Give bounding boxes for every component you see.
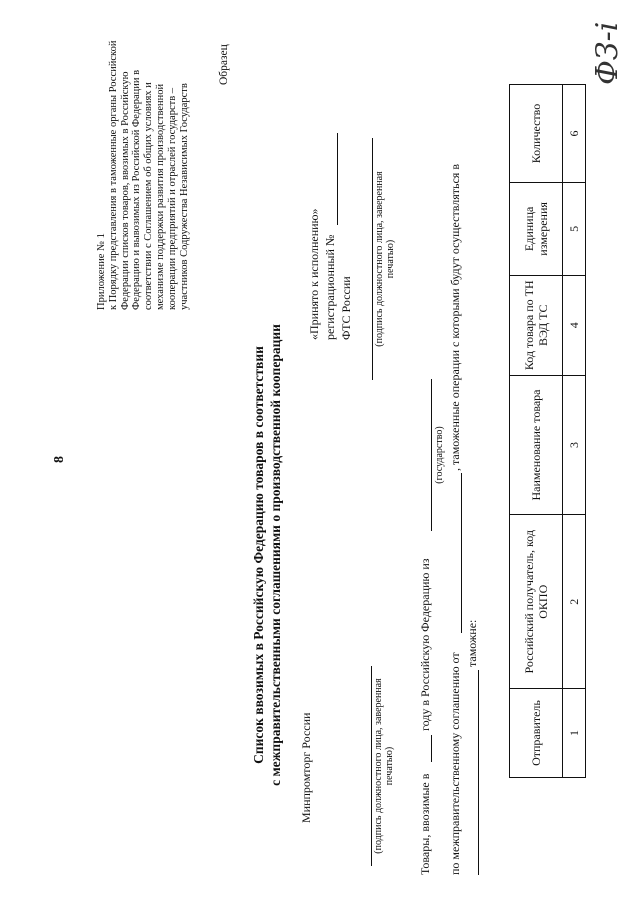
left-signature-caption: (подпись должностного лица, заверенная печатью) [373,678,395,854]
header-tnved-code: Код товара по ТН ВЭД ТС [510,275,563,375]
appendix-reference [96,10,190,310]
appendix-line: соответствии с Соглашением об общих условиях и [143,82,155,310]
state-field[interactable] [431,379,432,531]
document-title-line2: с межправительственными соглашениями о производственной кооперации [268,324,283,786]
header-unit: Единица измерения [510,182,563,275]
header-recipient: Российский получатель, код ОКПО [510,515,563,689]
appendix-line: механизме поддержки развития производственной [154,83,166,310]
goods-table [509,84,586,778]
page-number: 8 [52,456,67,463]
column-number: 2 [563,515,586,689]
goods-middle: году в Российскую Федерацию из [418,558,432,731]
sample-label: Образец [218,44,230,85]
state-caption: (государство) [434,426,445,484]
column-number: 5 [563,182,586,275]
appendix-line: к Порядку представления в таможенные органы Российской [107,40,119,310]
appendix-line: Приложение № 1 [96,233,107,310]
left-signature-line [371,666,372,866]
appendix-line: Федерации списков товаров, ввозимых в Российскую [119,71,131,310]
document-title-line1: Список ввозимых в Российскую Федерацию товаров в соответствии [251,346,266,764]
appendix-line: кооперации предприятий и отраслей государств – [166,87,178,310]
table-number-row [563,85,586,778]
column-number: 3 [563,375,586,515]
column-number: 1 [563,689,586,778]
table-header-row [510,85,563,778]
right-signature-line [372,138,373,380]
agreement-date-field[interactable] [461,473,462,633]
appendix-line: участников Содружества Независимых Государств [178,83,190,310]
goods-prefix: Товары, ввозимые в [418,773,432,875]
column-number: 4 [563,275,586,375]
agreement-prefix: по межправительственному соглашению от [448,652,462,875]
handwritten-mark: ФЗ-i [590,21,625,85]
header-goods-name: Наименование товара [510,375,563,515]
registration-number-line [337,133,338,225]
agreement-suffix: , таможенные операции с которыми будут осуществляться в [448,164,462,471]
year-field[interactable] [431,735,432,762]
left-signer-label: Минпромторг России [299,712,313,823]
accept-line1: «Принято к исполнению» [307,208,321,340]
right-signature-caption: (подпись должностного лица, заверенная печатью) [374,171,396,347]
appendix-line: Федерацию и вывозимых из Российской Федерации в [131,69,143,310]
customs-label: таможне: [465,619,479,667]
accept-line2: регистрационный № [323,234,337,340]
header-sender: Отправитель [510,689,563,778]
customs-name-field[interactable] [478,670,479,875]
column-number: 6 [563,85,586,183]
header-quantity: Количество [510,85,563,183]
accept-line3: ФТС России [339,276,353,340]
